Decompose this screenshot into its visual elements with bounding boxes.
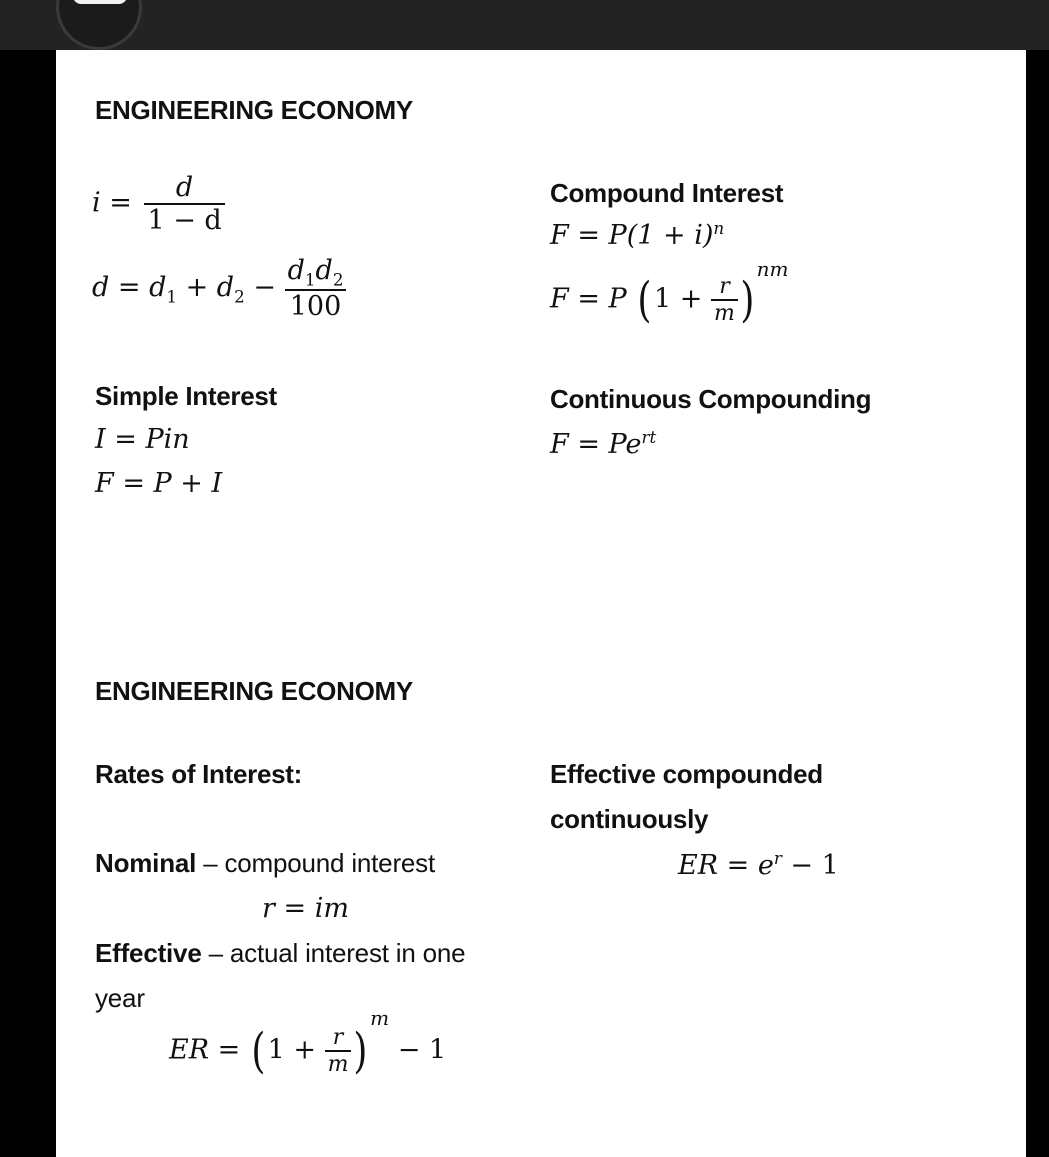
effective-definition <box>95 938 465 969</box>
simple-interest-formula <box>95 424 190 455</box>
formula-part: F = P + I <box>95 468 223 499</box>
formula-numerator: d <box>287 255 305 286</box>
continuous-compounding-formula <box>550 427 656 460</box>
formula-numerator: d <box>175 172 194 203</box>
formula-part: ER = e <box>678 850 774 881</box>
formula-exponent: nm <box>756 256 789 281</box>
avatar[interactable] <box>56 0 142 50</box>
effective-description-continued: year <box>95 983 145 1013</box>
nominal-definition <box>95 848 435 879</box>
formula-part: F = P <box>550 283 627 315</box>
compound-interest-formula <box>550 218 724 251</box>
compound-nominal-formula: F = P (1 + $\frac{r}{m}$ )$^{nm}$ <box>550 256 789 328</box>
simple-interest-label: Simple Interest <box>95 381 277 411</box>
avatar-icon <box>73 0 127 4</box>
formula-denominator: m <box>327 1052 349 1077</box>
discount-sum-formula <box>92 255 346 322</box>
formula-exponent: n <box>713 218 725 238</box>
formula-exponent: r <box>773 848 782 868</box>
formula-part: d = d <box>92 272 167 304</box>
formula-part: I = Pin <box>95 424 190 455</box>
formula-part: 1 + <box>267 1034 316 1066</box>
formula-subscript: 2 <box>234 286 245 307</box>
section-title: ENGINEERING ECONOMY <box>95 676 413 706</box>
effective-description: – actual interest in one <box>201 938 466 968</box>
formula-part: − 1 <box>397 1034 447 1066</box>
formula-exponent: rt <box>641 427 657 447</box>
formula-part: + d <box>177 272 235 304</box>
effective-term: Effective <box>95 938 202 968</box>
effective-rate-formula: ER = (1 + $\frac{r}{m}$ )$^m$ − 1 <box>169 1005 447 1079</box>
formula-denominator: 1 − d <box>147 205 222 236</box>
nominal-formula <box>262 893 349 924</box>
future-value-formula <box>95 468 222 499</box>
formula-denominator: m <box>714 301 735 326</box>
formula-part: 1 + <box>654 283 703 315</box>
formula-part: ER = <box>169 1034 241 1066</box>
formula-part: − <box>244 272 276 304</box>
effective-continuous-label: Effective compounded <box>550 759 823 789</box>
rates-of-interest-label: Rates of Interest: <box>95 759 302 789</box>
formula-part: F = Pe <box>550 429 642 460</box>
formula-subscript: 1 <box>166 286 178 307</box>
document-page <box>56 50 1026 1157</box>
formula-lhs: i = <box>92 187 132 219</box>
formula-numerator: r <box>332 1025 344 1050</box>
formula-numerator: d <box>315 255 333 286</box>
formula-part: F = P(1 + i) <box>550 220 714 251</box>
effective-continuous-label-continued: continuously <box>550 804 709 834</box>
section-title: ENGINEERING ECONOMY <box>95 95 413 125</box>
formula-exponent: m <box>370 1005 390 1030</box>
formula-subscript: 1 <box>304 269 316 290</box>
top-bar <box>0 0 1049 50</box>
continuous-compounding-label: Continuous Compounding <box>550 384 872 414</box>
nominal-term: Nominal <box>95 848 197 878</box>
nominal-description: – compound interest <box>196 848 435 878</box>
discount-rate-formula <box>92 172 225 236</box>
formula-part: − 1 <box>781 850 839 881</box>
compound-interest-label: Compound Interest <box>550 178 784 208</box>
effective-continuous-formula <box>678 848 839 881</box>
formula-part: r = im <box>262 893 349 924</box>
formula-denominator: 100 <box>289 291 342 323</box>
formula-numerator: r <box>719 274 730 299</box>
formula-subscript: 2 <box>332 269 344 290</box>
